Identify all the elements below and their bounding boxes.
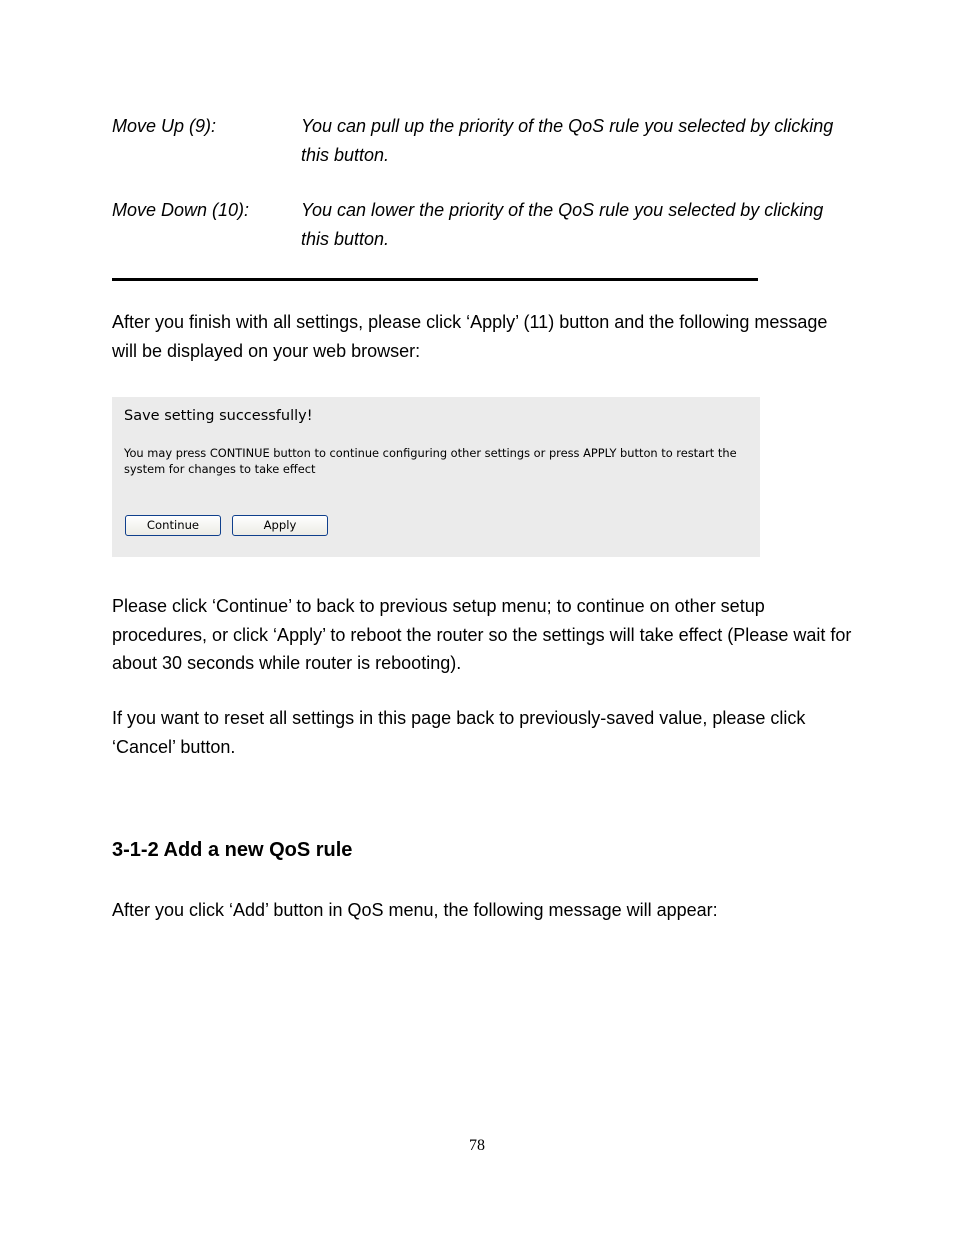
definition-term: Move Up (9): (112, 116, 217, 136)
definition-move-up (112, 112, 852, 169)
paragraph-after-apply: After you finish with all settings, please click ‘Apply’ (11) button and the following message will be displayed on your web browser: (112, 312, 828, 361)
horizontal-divider (112, 278, 758, 281)
section-heading: 3-1-2 Add a new QoS rule (112, 839, 353, 861)
definition-description: You can pull up the priority of the QoS rule you selected by clicking this button. (301, 116, 834, 165)
paragraph-add-intro: After you click ‘Add’ button in QoS menu, the following message will appear: (112, 900, 718, 920)
definition-move-down (112, 196, 852, 253)
page-number: 78 (469, 1137, 485, 1154)
paragraph-continue-apply: Please click ‘Continue’ to back to previous setup menu; to continue on other setup procedures, or click ‘Apply’ to reboot the router so the settings will take effect (Please wait for about 30 seconds while router is rebooting). (112, 596, 852, 673)
save-success-title: Save setting successfully! (124, 408, 313, 424)
definition-term: Move Down (10): (112, 200, 250, 220)
definition-description: You can lower the priority of the QoS rule you selected by clicking this button. (301, 200, 824, 249)
paragraph-reset: If you want to reset all settings in this page back to previously-saved value, please click ‘Cancel’ button. (112, 708, 806, 757)
save-success-screenshot (112, 397, 760, 557)
button-definition-list (112, 112, 852, 253)
continue-button[interactable]: Continue (125, 515, 221, 536)
apply-button[interactable]: Apply (232, 515, 328, 536)
save-success-message: You may press CONTINUE button to continue configuring other settings or press APPLY button to restart the system for changes to take effect (124, 446, 737, 476)
